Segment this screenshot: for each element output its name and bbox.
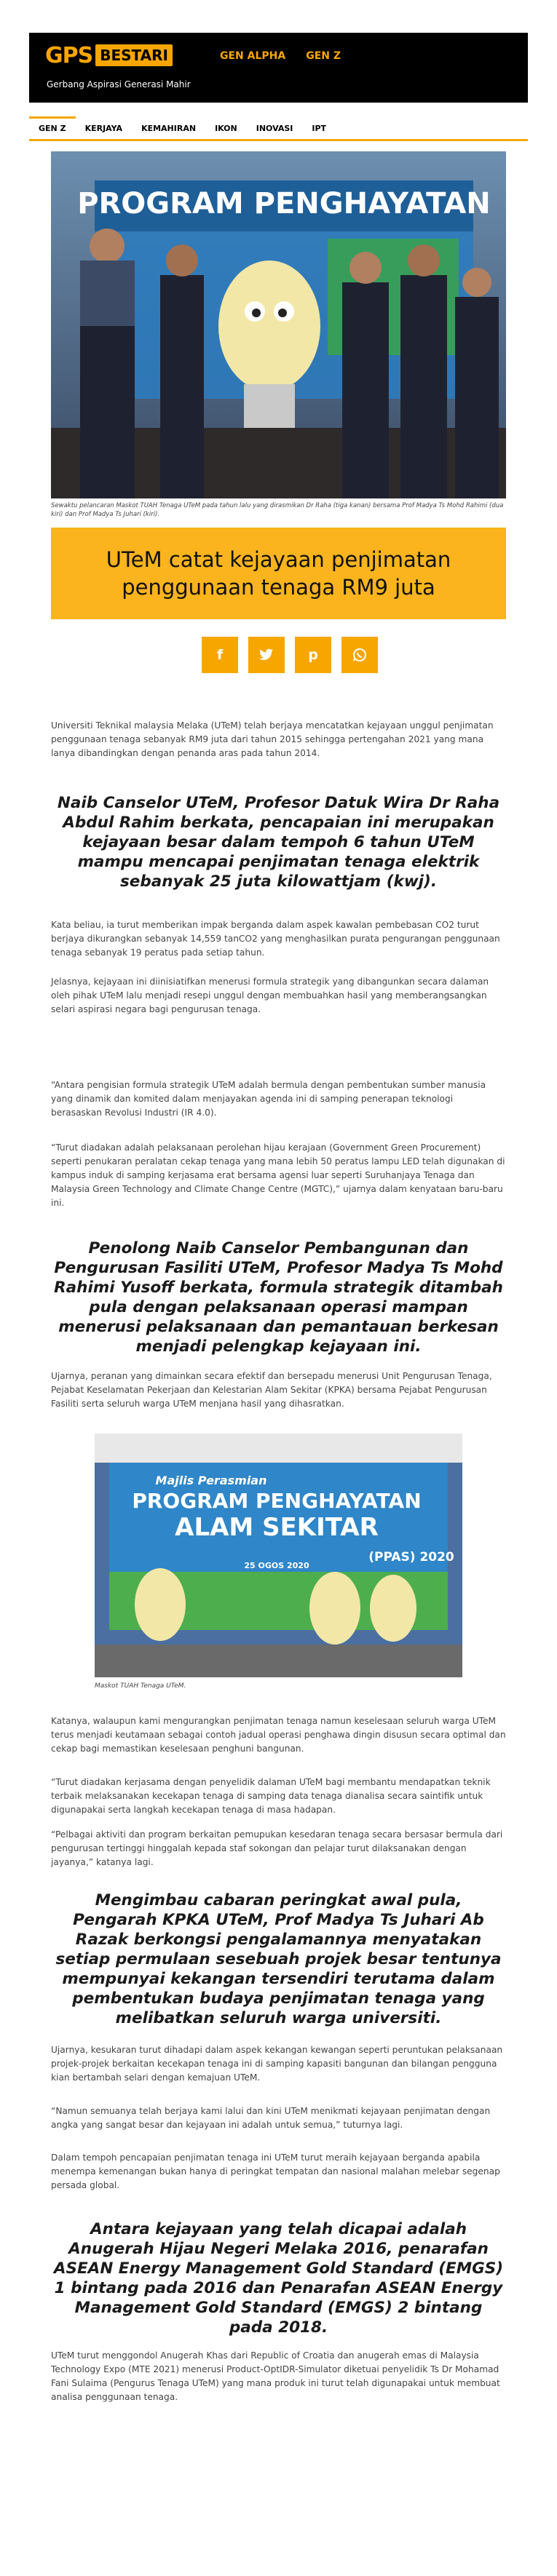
category-gen-z[interactable]: GEN Z	[29, 116, 76, 139]
top-nav-gen-z[interactable]: GEN Z	[306, 50, 341, 62]
share-bar	[202, 637, 378, 673]
article-paragraph: “Antara pengisian formula strategik UTeM adalah bermula dengan pembentukan sumber manusia yang dinamik dan komited dalam menjayakan agenda ini di samping penerapan teknologi berasaskan Revolusi Industri (IR 4.0).	[51, 1080, 486, 1118]
whatsapp-icon	[352, 648, 367, 662]
pull-quote: Antara kejayaan yang telah dicapai adalah Anugerah Hijau Negeri Melaka 2016, penarafan ASEAN Energy Management Gold Standard (EMGS) 1 bintang pada 2016 dan Penarafan ASEAN Energy Management Gold Standard (EMGS) 2 bintang pada 2018.	[53, 2220, 504, 2337]
pinterest-icon: p	[308, 647, 318, 663]
mascot-banner-tag: (PPAS) 2020	[368, 1550, 454, 1565]
article-paragraph: UTeM turut menggondol Anugerah Khas dari Republic of Croatia dan anugerah emas di Malaysia Technology Expo (MTE 2021) menerusi Product-OptIDR-Simulator diketuai penyelidik Ts Dr Mohamad Fani Sulaima (Pengurus Tenaga UTeM) yang mana produk ini turut telah digunapakai untuk membuat analisa penggunaan tenaga.	[51, 2350, 500, 2402]
article-title-box	[51, 528, 506, 619]
category-ikon[interactable]: IKON	[215, 124, 237, 133]
category-kerjaya[interactable]: KERJAYA	[84, 124, 123, 133]
hero-banner-text: PROGRAM PENGHAYATAN	[77, 187, 491, 220]
facebook-icon: f	[216, 647, 224, 663]
category-kemahiran[interactable]: KEMAHIRAN	[141, 124, 197, 133]
mascot-banner-top: Majlis Perasmian	[155, 1474, 267, 1487]
site-tagline: Gerbang Aspirasi Generasi Mahir	[47, 79, 191, 90]
top-nav-gen-alpha[interactable]: GEN ALPHA	[220, 50, 286, 62]
category-nav	[29, 116, 528, 141]
share-pinterest-button[interactable]	[295, 637, 331, 673]
article-paragraph: “Turut diadakan kerjasama dengan penyelidik dalaman UTeM bagi membantu mendapatkan teknik terbaik melaksanakan kecekapan tenaga di samping data tenaga dianalisa secara saintifik untuk digunapakai serta langkah kecekapan tenaga di masa hadapan.	[51, 1777, 491, 1815]
share-whatsapp-button[interactable]	[341, 637, 378, 673]
article-paragraph: Kata beliau, ia turut memberikan impak berganda dalam aspek kawalan pembebasan CO2 turut berjaya dikurangkan sebanyak 14,559 tanCO2 yang menghasilkan purata pengurangan penggunaan tenaga sebanyak 19 peratus pada setiap tahun.	[51, 920, 500, 958]
article-paragraph: Ujarnya, peranan yang dimainkan secara efektif dan bersepadu menerusi Unit Pengurusan Tenaga, Pejabat Keselamatan Pekerjaan dan Kelestarian Alam Sekitar (KPKA) bersama Pejabat Pengurusan Fasiliti serta seluruh warga UTeM menjana hasil yang dihasratkan.	[51, 1371, 492, 1409]
category-ipt[interactable]: IPT	[312, 124, 327, 133]
site-logo[interactable]	[45, 43, 173, 68]
category-inovasi[interactable]: INOVASI	[256, 124, 293, 133]
mascot-banner-main: PROGRAM PENGHAYATAN	[132, 1489, 422, 1513]
mascot-caption: Maskot TUAH Tenaga UTeM.	[95, 1682, 186, 1690]
article-paragraph: “Turut diadakan adalah pelaksanaan perolehan hijau kerajaan (Government Green Procurement) seperti penukaran peralatan cekap tenaga yang mana lebih 50 peratus lampu LED telah digunakan di kampus induk di samping kerjasama erat bersama agensi luar seperti Suruhanjaya Tenaga dan Malaysia Green Technology and Climate Change Centre (MGTC),” ujarnya dalam kenyataan baru-baru ini.	[51, 1142, 505, 1208]
share-facebook-button[interactable]	[202, 637, 238, 673]
hero-caption: Sewaktu pelancaran Maskot TUAH Tenaga UTeM pada tahun lalu yang dirasmikan Dr Raha (tiga kanan) bersama Prof Madya Ts Mohd Rahimi (dua kiri) dan Prof Madya Ts Juhari (kiri).	[51, 502, 504, 518]
hero-photo	[51, 151, 506, 498]
article-paragraph: Katanya, walaupun kami mengurangkan penjimatan tenaga namun keselesaan seluruh warga UTeM terus menjadi keutamaan sebagai contoh jadual operasi penghawa dingin disusun secara optimal dan cekap bagi memastikan keselesaan penghuni bangunan.	[51, 1716, 506, 1754]
article-paragraph: “Namun semuanya telah berjaya kami lalui dan kini UTeM menikmati kejayaan penjimatan dengan angka yang sangat besar dan kejayaan ini adalah untuk semua,” tuturnya lagi.	[51, 2106, 491, 2130]
logo-gps-text: GPS	[45, 42, 93, 68]
article-paragraph: Ujarnya, kesukaran turut dihadapi dalam aspek kekangan kewangan seperti peruntukan pelaksanaan projek-projek berkaitan kecekapan tenaga ini di samping kapasiti bangunan dan bilangan pengguna kian bertambah selari dengan kemajuan UTeM.	[51, 2045, 503, 2083]
share-twitter-button[interactable]	[248, 637, 285, 673]
pull-quote: Naib Canselor UTeM, Profesor Datuk Wira Dr Raha Abdul Rahim berkata, pencapaian ini merupakan kejayaan besar dalam tempoh 6 tahun UTeM mampu mencapai penjimatan tenaga elektrik sebanyak 25 juta kilowattjam (kwj).	[57, 794, 500, 891]
article-title: UTeM catat kejayaan penjimatan penggunaan tenaga RM9 juta	[106, 547, 451, 600]
mascot-photo	[95, 1434, 462, 1677]
site-header	[29, 33, 528, 103]
pull-quote: Penolong Naib Canselor Pembangunan dan Pengurusan Fasiliti UTeM, Profesor Madya Ts Mohd Rahimi Yusoff berkata, formula strategik ditambah pula dengan pelaksanaan operasi mampan menerusi pelaksanaan dan pemantauan berkesan menjadi pelengkap kejayaan ini.	[54, 1239, 503, 1356]
article-paragraph: Dalam tempoh pencapaian penjimatan tenaga ini UTeM turut meraih kejayaan berganda apabila menempa kemenangan bukan hanya di peringkat tempatan dan nasional malahan melebar segenap persada global.	[51, 2152, 500, 2190]
mascot-banner-sub: ALAM SEKITAR	[175, 1513, 379, 1542]
article-paragraph: Jelasnya, kejayaan ini diinisiatifkan menerusi formula strategik yang dibangunkan secara dalaman oleh pihak UTeM lalu menjadi resepi unggul dengan membuahkan hasil yang memberangsangkan selari aspirasi negara bagi pengurusan tenaga.	[51, 977, 489, 1014]
mascot-banner-date: 25 OGOS 2020	[244, 1561, 309, 1570]
article-paragraph: Universiti Teknikal malaysia Melaka (UTeM) telah berjaya mencatatkan kejayaan unggul penjimatan penggunaan tenaga sebanyak RM9 juta dari tahun 2015 sehingga pertengahan 2021 yang mana lanya dibandingkan dengan penanda aras pada tahun 2014.	[51, 720, 494, 758]
hero-photo-illustration	[51, 151, 506, 498]
mascot-photo-illustration	[95, 1434, 462, 1677]
pull-quote: Mengimbau cabaran peringkat awal pula, Pengarah KPKA UTeM, Prof Madya Ts Juhari Ab Razak berkongsi pengalamannya menyatakan setiap permulaan sesebuah projek besar tentunya mempunyai kekangan tersendiri terutama dalam pembentukan budaya penjimatan tenaga yang melibatkan seluruh warga universiti.	[55, 1891, 502, 2027]
article-paragraph: “Pelbagai aktiviti dan program berkaitan pemupukan kesedaran tenaga secara bersasar bermula dari pengurusan tertinggi hinggalah kepada staf sokongan dan pelajar turut dilaksanakan dengan jayanya,” katanya lagi.	[51, 1829, 503, 1867]
top-nav	[220, 50, 341, 62]
logo-bestari-text: BESTARI	[95, 44, 173, 66]
twitter-icon	[259, 648, 274, 661]
